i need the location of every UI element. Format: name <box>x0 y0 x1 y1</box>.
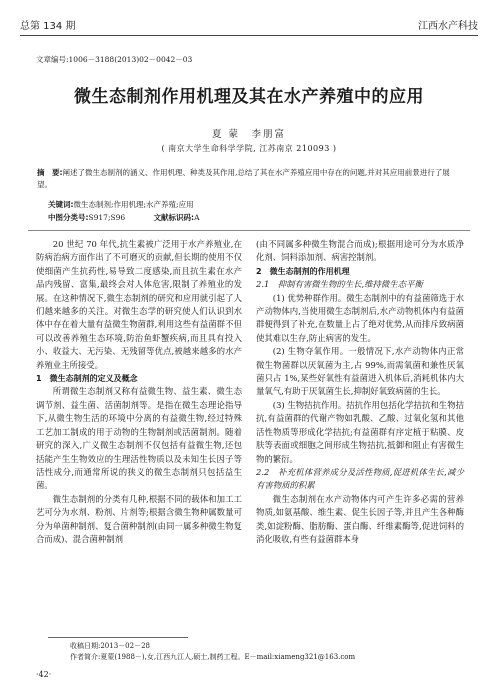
continued-paragraph: (由不同属多种微生物混合而成);根据用途可分为水质净化剂、饲料添加剂、病害控制剂。 <box>256 239 464 263</box>
doc-code-value: A <box>194 213 200 222</box>
subsection-heading-2-1: 2.1 抑制有害微生物的生长,维持微生态平衡 <box>256 279 423 290</box>
nutrition-paragraph: 微生态制剂在水产动物体内可产生许多必需的营养物质,如氨基酸、维生素、促生长因子等,并且产生各种酶类,如淀粉酶、脂肪酶、蛋白酶、纤维素酶等,促进饲料的消化吸收,有些有益菌群本身 <box>256 493 464 544</box>
abstract-text: 阐述了微生态制剂的涵义、作用机理、种类及其作用,总结了其在水产养殖应用中存在的问题,并对其应用前景进行了展望。 <box>37 168 450 189</box>
section-heading-1: 1 微生态制剂的定义及概念 <box>36 374 138 384</box>
section-heading-2: 2 微生态制剂的作用机理 <box>256 266 350 276</box>
running-header <box>20 14 478 36</box>
abstract-label: 摘 要: <box>37 168 63 177</box>
keywords-text: 微生态制剂;作用机理;水产养殖;应用 <box>73 200 194 209</box>
author-info: 作者简介:夏蒙(1988－),女,江西九江人,硕士,制药工程。E－mail:xiameng321@163.com <box>70 653 356 661</box>
intro-paragraph: 20 世纪 70 年代,抗生素被广泛用于水产养殖业,在防病治病方面作出了不可磨灭的贡献,但长期的使用不仅使细菌产生抗药性,易导致二度感染,而且抗生素在水产品内残留、富集,最终会对人体危害,限制了养殖业的发展。在这种情况下,微生态制剂的研究和应用就引起了人们越来越多的关注。对微生态学的研究使人们认识到水体中存在着大量有益微生物菌群,利用这些有益菌群不但可以改善养殖生态环境,防治鱼虾蟹疾病,而且具有投入小、收益大、无污染、无残留等优点,被越来越多的水产养殖业主所接受。 <box>36 239 242 370</box>
clc-value: S917;S96 <box>88 213 126 222</box>
affiliation: ( 南京大学生命科学学院, 江苏南京 210093 ) <box>161 144 337 153</box>
right-column <box>256 238 464 546</box>
subsection-heading-2-2: 2.2 补充机体营养成分及活性物质,促进机体生长,减少有害物质的积累 <box>256 466 464 491</box>
oxygen-paragraph: (2) 生物夺氧作用。一般情况下,水产动物体内正常微生物菌群以厌氧菌为主,占 99%,而需氧菌和兼性厌氧菌只占 1%,某些好氧性有益菌进入机体后,消耗机体内大量氧气,有助于厌氧菌生长,抑制好氧致病菌的生长。 <box>256 346 464 397</box>
classification-paragraph: 微生态制剂的分类有几种,根据不同的载体和加工工艺可分为水剂、粉剂、片剂等;根据含微生物种属数量可分为单菌种制剂、复合菌种制剂(由同一属多种微生物复合而成)、混合菌种制剂 <box>36 493 242 544</box>
dominance-paragraph: (1) 优势种群作用。微生态制剂中的有益菌筛选于水产动物体内,当使用微生态制剂后,水产动物机体内有益菌群便得到了补充,在数量上占了绝对优势,从而排斥致病菌使其难以生存,防止病害的发生。 <box>256 292 464 343</box>
article-title: 微生态制剂作用机理及其在水产养殖中的应用 <box>74 87 424 107</box>
received-date: 收稿日期:2013－02－28 <box>70 642 150 650</box>
doc-code-label: 文献标识码: <box>153 213 195 222</box>
antagonism-paragraph: (3) 生物拮抗作用。拮抗作用包括化学拮抗和生物拮抗,有益菌群的代谢产物如乳酸、乙酸、过氧化氢和其他活性物质等形成化学拮抗;有益菌群有序定植于粘膜、皮肤等表面或细胞之间形成生物拮抗,抵御和阻止有害微生物的繁衍。 <box>256 399 464 464</box>
keywords-label: 关键词: <box>48 200 74 209</box>
header-divider <box>20 35 478 36</box>
authors: 夏 蒙 李朋富 <box>211 129 287 140</box>
journal-name: 江西水产科技 <box>418 21 478 32</box>
keywords <box>48 199 194 210</box>
issue-number: 总第 134 期 <box>20 21 76 32</box>
abstract <box>37 167 462 191</box>
left-column <box>36 238 242 546</box>
clc-label: 中图分类号: <box>48 213 89 222</box>
abstract-divider <box>28 230 470 231</box>
footnote-divider <box>48 637 188 638</box>
classification-line <box>48 212 199 223</box>
definition-paragraph: 所谓微生态制剂又称有益微生物、益生素、微生态调节剂、益生菌、活菌制剂等。是指在微生态理论指导下,从微生物生活的环境中分离的有益微生物,经过特殊工艺加工制成的用于动物的生物制剂或活菌制剂。随着研究的深入,广义微生态制剂不仅包括有益微生物,还包括能产生生物效应的生理活性物质以及未知生长因子等活性成分,而通常所说的狭义的微生态制剂只包括益生菌。 <box>36 386 242 491</box>
article-number: 文章编号:1006－3188(2013)02－0042－03 <box>36 55 193 64</box>
page-number: ·42· <box>36 670 52 679</box>
